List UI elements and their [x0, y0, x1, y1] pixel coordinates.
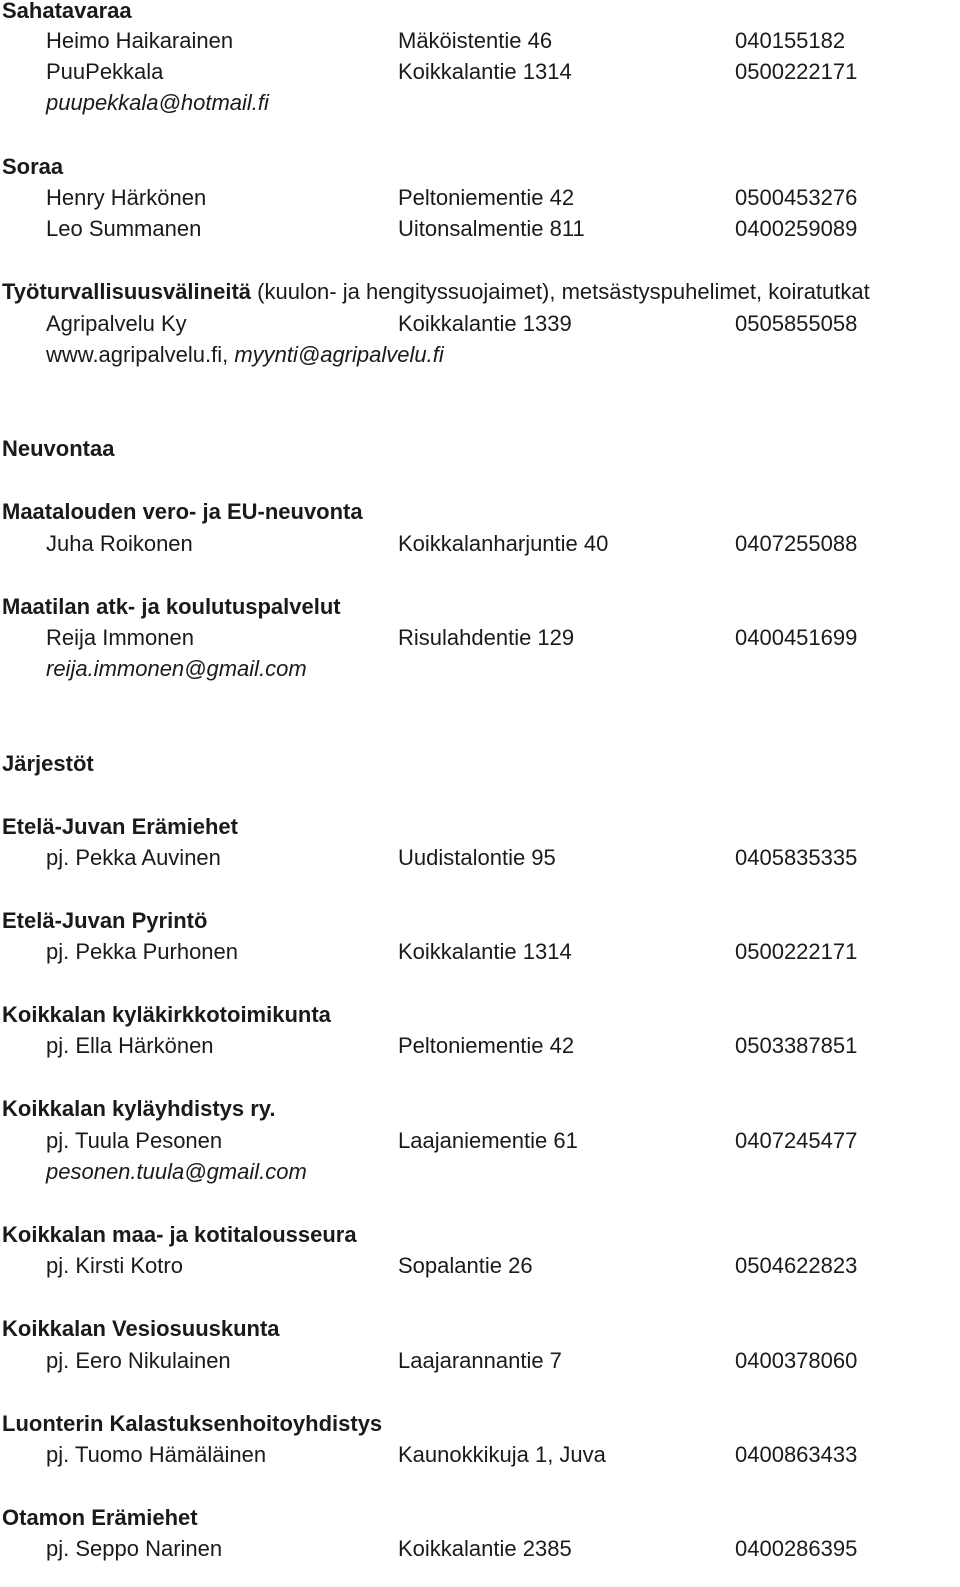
contact-email[interactable]: puupekkala@hotmail.fi	[46, 90, 269, 115]
section-title-soraa: Soraa	[2, 154, 64, 179]
contact-name: pj. Tuula Pesonen	[46, 1128, 223, 1153]
contact-phone: 0500453276	[735, 185, 858, 210]
contact-row	[0, 843, 960, 873]
group-title: Koikkalan kyläyhdistys ry.	[2, 1096, 276, 1121]
contact-phone: 0500222171	[735, 939, 858, 964]
contact-email[interactable]: myynti@agripalvelu.fi	[234, 342, 444, 367]
contact-address: Risulahdentie 129	[398, 625, 575, 650]
contact-name: pj. Pekka Purhonen	[46, 939, 239, 964]
contact-row	[0, 183, 960, 213]
contact-address: Laajarannantie 7	[398, 1348, 562, 1373]
contact-name: pj. Kirsti Kotro	[46, 1253, 183, 1278]
contact-name: Heimo Haikarainen	[46, 28, 234, 53]
section-title-jarjestot: Järjestöt	[2, 751, 94, 776]
contact-phone: 0500222171	[735, 59, 858, 84]
contact-phone: 0407245477	[735, 1128, 858, 1153]
contact-name: Leo Summanen	[46, 216, 202, 241]
contact-address: Koikkalantie 1314	[398, 939, 572, 964]
contact-web-line	[46, 340, 960, 370]
contact-phone: 0405835335	[735, 845, 858, 870]
contact-name: pj. Ella Härkönen	[46, 1033, 214, 1058]
group-title: Luonterin Kalastuksenhoitoyhdistys	[2, 1411, 383, 1436]
contact-name: Juha Roikonen	[46, 531, 193, 556]
contact-row	[0, 57, 960, 87]
contact-address: Sopalantie 26	[398, 1253, 533, 1278]
contact-address: Koikkalantie 1314	[398, 59, 572, 84]
section-title-neuvontaa: Neuvontaa	[2, 436, 115, 461]
group-title: Etelä-Juvan Erämiehet	[2, 814, 238, 839]
group-title: Otamon Erämiehet	[2, 1505, 198, 1530]
contact-name: pj. Pekka Auvinen	[46, 845, 221, 870]
contact-phone: 040155182	[735, 28, 846, 53]
contact-row	[0, 214, 960, 244]
contact-address: Koikkalantie 2385	[398, 1536, 572, 1561]
group-title: Koikkalan Vesiosuuskunta	[2, 1316, 280, 1341]
group-title: Koikkalan kyläkirkkotoimikunta	[2, 1002, 331, 1027]
group-title: Maatilan atk- ja koulutuspalvelut	[2, 594, 341, 619]
contact-email[interactable]: reija.immonen@gmail.com	[46, 656, 307, 681]
contact-address: Mäköistentie 46	[398, 28, 553, 53]
contact-email[interactable]: pesonen.tuula@gmail.com	[46, 1159, 307, 1184]
contact-phone: 0400378060	[735, 1348, 858, 1373]
group-title: Etelä-Juvan Pyrintö	[2, 908, 208, 933]
contact-row	[0, 1126, 960, 1156]
contact-name: Henry Härkönen	[46, 185, 207, 210]
contact-row	[0, 623, 960, 653]
contact-name: pj. Seppo Narinen	[46, 1536, 223, 1561]
contact-phone: 0504622823	[735, 1253, 858, 1278]
section-title-bold: Työturvallisuusvälineitä	[2, 279, 252, 304]
contact-row	[0, 1534, 960, 1564]
contact-name: pj. Tuomo Hämäläinen	[46, 1442, 267, 1467]
contact-name: pj. Eero Nikulainen	[46, 1348, 231, 1373]
contact-row	[0, 937, 960, 967]
contact-address: Laajaniementie 61	[398, 1128, 578, 1153]
contact-phone: 0503387851	[735, 1033, 858, 1058]
contact-phone: 0400451699	[735, 625, 858, 650]
contact-phone: 0400259089	[735, 216, 858, 241]
contact-phone: 0400286395	[735, 1536, 858, 1561]
contact-address: Uitonsalmentie 811	[398, 216, 585, 241]
contact-phone: 0505855058	[735, 311, 858, 336]
contact-row	[0, 26, 960, 56]
contact-name: Agripalvelu Ky	[46, 311, 187, 336]
contact-address: Koikkalantie 1339	[398, 311, 572, 336]
contact-row	[0, 1031, 960, 1061]
contact-address: Kaunokkikuja 1, Juva	[398, 1442, 606, 1467]
contact-address: Peltoniementie 42	[398, 185, 575, 210]
contact-address: Uudistalontie 95	[398, 845, 556, 870]
contact-name: PuuPekkala	[46, 59, 164, 84]
group-title: Maatalouden vero- ja EU-neuvonta	[2, 499, 363, 524]
contact-row	[0, 1440, 960, 1470]
contact-row	[0, 1346, 960, 1376]
contact-row	[0, 1251, 960, 1281]
contact-row	[0, 529, 960, 559]
section-title-tyoturvallisuus	[2, 277, 960, 307]
contact-name: Reija Immonen	[46, 625, 194, 650]
contact-phone: 0400863433	[735, 1442, 858, 1467]
contact-phone: 0407255088	[735, 531, 858, 556]
contact-row	[0, 309, 960, 339]
contact-website[interactable]: www.agripalvelu.fi,	[46, 342, 235, 367]
contact-address: Peltoniementie 42	[398, 1033, 575, 1058]
group-title: Koikkalan maa- ja kotitalousseura	[2, 1222, 357, 1247]
contact-address: Koikkalanharjuntie 40	[398, 531, 609, 556]
section-title-rest: (kuulon- ja hengityssuojaimet), metsästyspuhelimet, koiratutkat	[251, 279, 870, 304]
section-title-sahatavaraa: Sahatavaraa	[2, 0, 132, 23]
